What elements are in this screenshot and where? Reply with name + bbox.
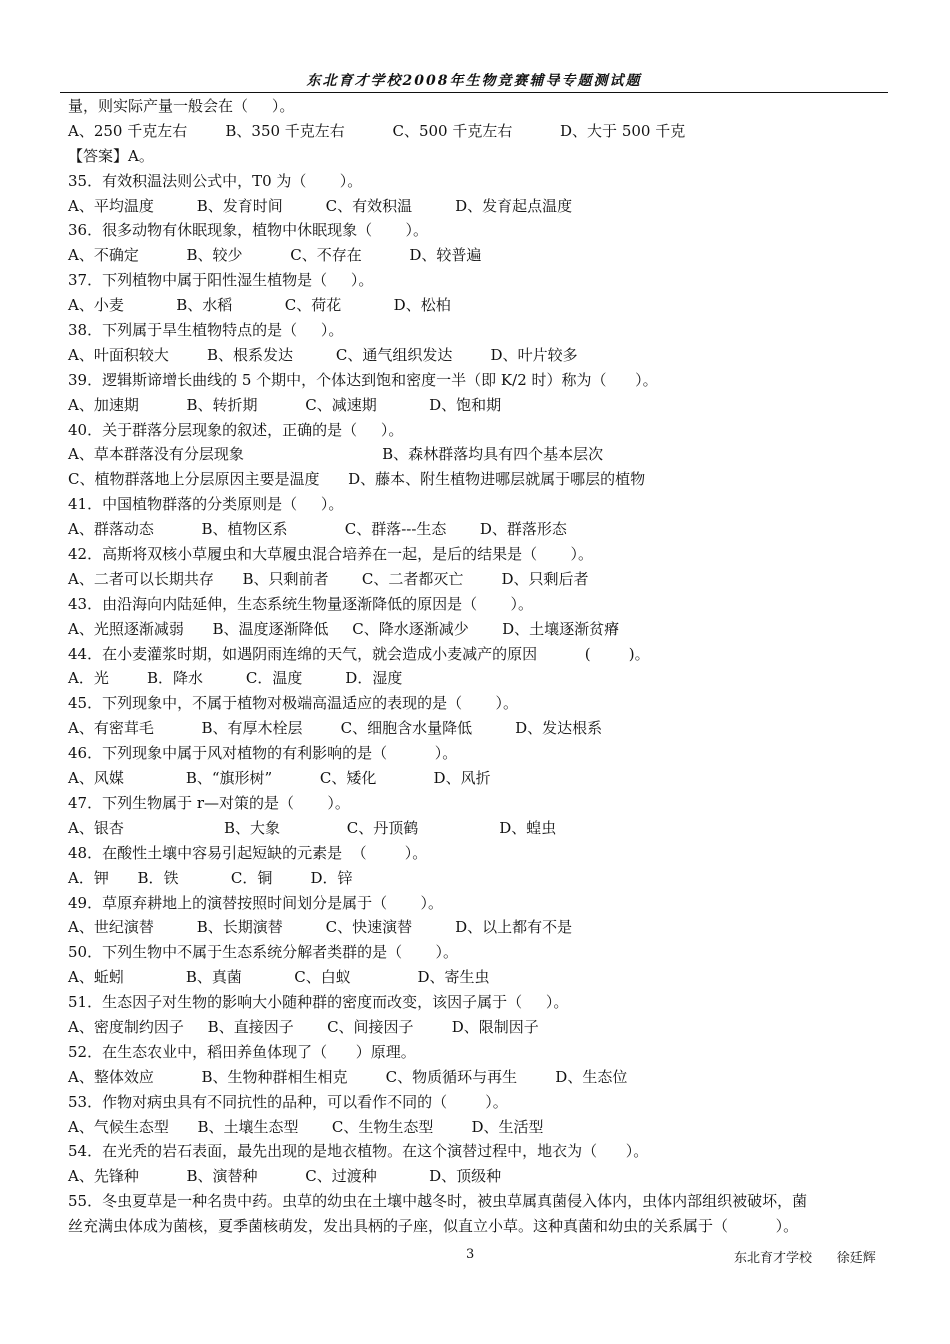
text-line: A、不确定 B、较少 C、不存在 D、较普遍	[68, 246, 482, 265]
text-line: 40．关于群落分层现象的叙述，正确的是（ ）。	[68, 420, 404, 439]
page-header-title: 东北育才学校2008年生物竞赛辅导专题测试题	[306, 73, 642, 89]
text-line: 丝充满虫体成为菌核，夏季菌核萌发，发出具柄的子座，似直立小草。这种真菌和幼虫的关系属于（ ）。	[68, 1217, 799, 1236]
text-line: A、有密茸毛 B、有厚木栓层 C、细胞含水量降低 D、发达根系	[68, 719, 603, 738]
text-line: 【答案】A。	[68, 146, 154, 165]
text-line: 35．有效积温法则公式中，T0 为（ ）。	[68, 171, 363, 190]
text-line: C、植物群落地上分层原因主要是温度 D、藤本、附生植物进哪层就属于哪层的植物	[68, 470, 646, 489]
text-line: A、草本群落没有分层现象 B、森林群落均具有四个基本层次	[68, 445, 604, 464]
text-line: A、光照逐渐减弱 B、温度逐渐降低 C、降水逐渐减少 D、土壤逐渐贫瘠	[68, 619, 620, 638]
text-line: 38．下列属于旱生植物特点的是（ ）。	[68, 321, 344, 340]
footer-author: 东北育才学校 徐廷辉	[734, 1251, 876, 1266]
text-line: 55．冬虫夏草是一种名贵中药。虫草的幼虫在土壤中越冬时，被虫草属真菌侵入体内，虫体内部组织被破坏，菌	[68, 1192, 808, 1211]
question-list	[68, 94, 888, 1239]
text-line: 46．下列现象中属于风对植物的有利影响的是（ ）。	[68, 744, 458, 763]
text-line: A、群落动态 B、植物区系 C、群落---生态 D、群落形态	[68, 520, 567, 539]
text-line: A、整体效应 B、生物种群相生相克 C、物质循环与再生 D、生态位	[68, 1067, 628, 1086]
text-line: 50．下列生物中不属于生态系统分解者类群的是（ ）。	[68, 943, 458, 962]
header-divider	[60, 92, 888, 93]
text-line: 53．作物对病虫具有不同抗性的品种，可以看作不同的（ ）。	[68, 1092, 508, 1111]
text-line: A、风媒 B、“旗形树” C、矮化 D、风折	[68, 769, 491, 788]
text-line: A、叶面积较大 B、根系发达 C、通气组织发达 D、叶片较多	[68, 345, 578, 364]
text-line: A、世纪演替 B、长期演替 C、快速演替 D、以上都有不是	[68, 918, 573, 937]
text-line: 量，则实际产量一般会在（ ）。	[68, 97, 295, 115]
text-line: 52．在生态农业中，稻田养鱼体现了（ ）原理。	[68, 1042, 416, 1061]
text-line: 47．下列生物属于 r—对策的是（ ）。	[68, 793, 350, 812]
text-line: A、气候生态型 B、土壤生态型 C、生物生态型 D、生活型	[68, 1117, 544, 1136]
text-line: 45．下列现象中，不属于植物对极端高温适应的表现的是（ ）。	[68, 694, 518, 713]
text-line: A、250 千克左右 B、350 千克左右 C、500 千克左右 D、大于 500 千克	[68, 121, 686, 140]
text-line: A、密度制约因子 B、直接因子 C、间接因子 D、限制因子	[68, 1017, 539, 1036]
text-line: 43．由沿海向内陆延伸，生态系统生物量逐渐降低的原因是（ ）。	[68, 594, 533, 613]
text-line: 49．草原弃耕地上的演替按照时间划分是属于（ ）。	[68, 893, 443, 912]
text-line: A．钾 B．铁 C．铜 D．锌	[68, 868, 353, 887]
text-line: 48．在酸性土壤中容易引起短缺的元素是 （ ）。	[68, 843, 428, 862]
text-line: A、加速期 B、转折期 C、减速期 D、饱和期	[68, 395, 502, 414]
text-line: 51．生态因子对生物的影响大小随种群的密度而改变，该因子属于（ ）。	[68, 993, 569, 1012]
text-line: 39．逻辑斯谛增长曲线的 5 个期中，个体达到饱和密度一半（即 K/2 时）称为（ ）。	[68, 370, 658, 389]
page-number: 3	[466, 1247, 475, 1262]
text-line: 41．中国植物群落的分类原则是（ ）。	[68, 495, 344, 514]
text-line: A、二者可以长期共存 B、只剩前者 C、二者都灭亡 D、只剩后者	[68, 569, 589, 588]
text-line: A、平均温度 B、发育时间 C、有效积温 D、发育起点温度	[68, 196, 573, 215]
text-line: A．光 B．降水 C．温度 D．湿度	[68, 669, 403, 688]
text-line: 42．高斯将双核小草履虫和大草履虫混合培养在一起，是后的结果是（ ）。	[68, 545, 593, 564]
text-line: 37．下列植物中属于阳性湿生植物是（ ）。	[68, 271, 374, 290]
text-line: 44．在小麦灌浆时期，如遇阴雨连绵的天气，就会造成小麦减产的原因 ( )。	[68, 644, 650, 663]
text-line: A、蚯蚓 B、真菌 C、白蚁 D、寄生虫	[68, 968, 490, 987]
text-line: 54．在光秃的岩石表面，最先出现的是地衣植物。在这个演替过程中，地衣为（ ）。	[68, 1142, 649, 1161]
text-line: 36．很多动物有休眠现象，植物中休眠现象（ ）。	[68, 221, 428, 240]
text-line: A、银杏 B、大象 C、丹顶鹤 D、蝗虫	[68, 818, 557, 837]
text-line: A、先锋种 B、演替种 C、过渡种 D、顶级种	[68, 1167, 502, 1186]
text-line: A、小麦 B、水稻 C、荷花 D、松柏	[68, 296, 451, 315]
